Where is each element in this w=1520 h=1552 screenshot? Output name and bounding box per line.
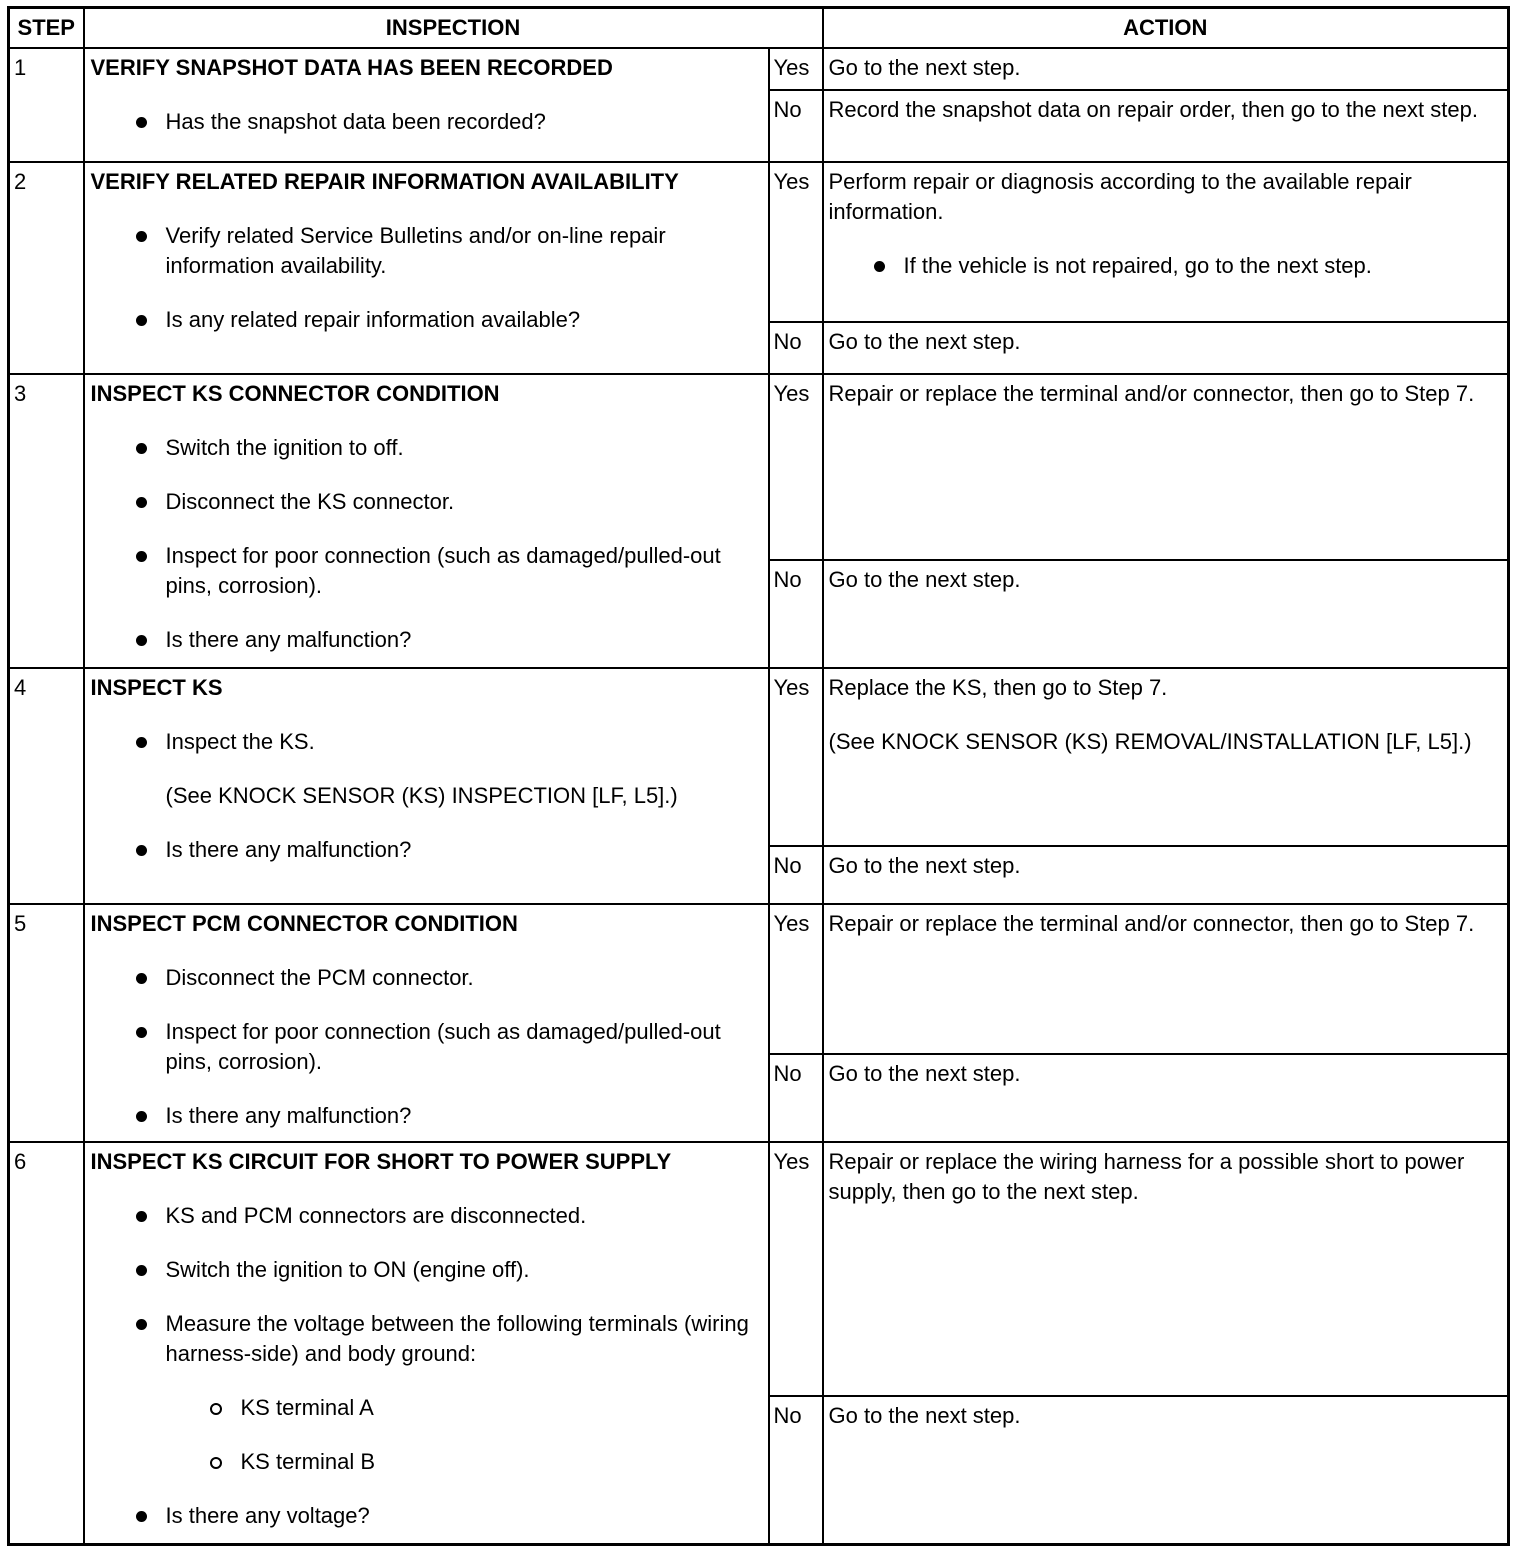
inspection-title: INSPECT KS CONNECTOR CONDITION [90, 381, 500, 407]
inspection-subbullet: KS terminal A [91, 1393, 760, 1423]
no-action [823, 1396, 1509, 1544]
inspection-bullet: Is there any voltage? [91, 1501, 760, 1531]
inspection-bullet: Has the snapshot data been recorded? [91, 107, 760, 137]
action-bullet: If the vehicle is not repaired, go to the next step. [829, 251, 1500, 281]
yes-label: Yes [769, 374, 823, 560]
no-action [823, 90, 1509, 162]
inspection-title: INSPECT PCM CONNECTOR CONDITION [90, 911, 518, 937]
inspection-bullet: Disconnect the PCM connector. [91, 963, 760, 993]
yes-label: Yes [769, 162, 823, 322]
inspection-cell [84, 374, 769, 668]
yes-label: Yes [769, 668, 823, 846]
step-number: 4 [9, 668, 84, 904]
step-number: 1 [9, 48, 84, 162]
header-action: ACTION [823, 8, 1509, 49]
no-label: No [769, 560, 823, 668]
step-number: 5 [9, 904, 84, 1142]
inspection-title: VERIFY SNAPSHOT DATA HAS BEEN RECORDED [90, 55, 613, 80]
step-number: 3 [9, 374, 84, 668]
inspection-bullet: Switch the ignition to ON (engine off). [91, 1255, 760, 1285]
inspection-bullet: Inspect for poor connection (such as damaged/pulled-out pins, corrosion). [91, 1017, 760, 1077]
inspection-bullet: Is there any malfunction? [91, 835, 760, 865]
no-label: No [769, 90, 823, 162]
step-4-yes-row [9, 668, 1509, 846]
action-text: Go to the next step. [828, 1061, 1021, 1087]
action-text: Go to the next step. [828, 55, 1021, 80]
yes-label: Yes [769, 1142, 823, 1396]
no-action [823, 846, 1509, 904]
step-6-yes-row [9, 1142, 1509, 1396]
inspection-note: (See KNOCK SENSOR (KS) INSPECTION [LF, L5].) [165, 783, 678, 809]
action-text: Repair or replace the terminal and/or connector, then go to Step 7. [828, 911, 1475, 937]
no-label: No [769, 1396, 823, 1544]
yes-action [823, 1142, 1509, 1396]
action-note: (See KNOCK SENSOR (KS) REMOVAL/INSTALLATION [LF, L5].) [828, 729, 1472, 755]
action-text: Repair or replace the wiring harness for a possible short to power supply, then go to the next step. [828, 1149, 1465, 1205]
action-text: Go to the next step. [828, 329, 1021, 355]
yes-action [823, 48, 1509, 90]
inspection-bullet: Is there any malfunction? [91, 1101, 760, 1131]
yes-action [823, 668, 1509, 846]
yes-action [823, 374, 1509, 560]
inspection-bullet: Verify related Service Bulletins and/or on-line repair information availability. [91, 221, 760, 281]
inspection-bullet: KS and PCM connectors are disconnected. [91, 1201, 760, 1231]
yes-action [823, 904, 1509, 1054]
yes-label: Yes [769, 48, 823, 90]
action-text: Go to the next step. [828, 1403, 1021, 1429]
inspection-cell [84, 904, 769, 1142]
inspection-subbullet: KS terminal B [91, 1447, 760, 1477]
step-3-yes-row [9, 374, 1509, 560]
step-number: 2 [9, 162, 84, 374]
no-label: No [769, 846, 823, 904]
header-row [9, 8, 1509, 49]
step-5-yes-row [9, 904, 1509, 1054]
inspection-cell [84, 1142, 769, 1544]
inspection-bullet: Inspect the KS. [91, 727, 760, 757]
yes-label: Yes [769, 904, 823, 1054]
inspection-title: INSPECT KS CIRCUIT FOR SHORT TO POWER SUPPLY [90, 1149, 672, 1175]
action-text: Replace the KS, then go to Step 7. [828, 675, 1168, 701]
inspection-bullet: Is any related repair information available? [91, 305, 760, 335]
inspection-title: INSPECT KS [90, 675, 223, 701]
inspection-bullet: Is there any malfunction? [91, 625, 760, 655]
no-action [823, 1054, 1509, 1142]
yes-action [823, 162, 1509, 322]
header-step: STEP [9, 8, 84, 49]
action-text: Perform repair or diagnosis according to the available repair information. [828, 169, 1412, 225]
step-1-yes-row [9, 48, 1509, 90]
step-number: 6 [9, 1142, 84, 1544]
action-text: Go to the next step. [828, 853, 1021, 879]
inspection-bullet: Switch the ignition to off. [91, 433, 760, 463]
inspection-bullet: Inspect for poor connection (such as damaged/pulled-out pins, corrosion). [91, 541, 760, 601]
diagnostic-table [7, 6, 1510, 1546]
header-inspection: INSPECTION [84, 8, 823, 49]
step-2-yes-row [9, 162, 1509, 322]
no-action [823, 322, 1509, 374]
no-label: No [769, 322, 823, 374]
action-text: Repair or replace the terminal and/or connector, then go to Step 7. [828, 381, 1475, 407]
inspection-cell [84, 48, 769, 162]
inspection-cell [84, 668, 769, 904]
inspection-bullet: Measure the voltage between the following terminals (wiring harness-side) and body ground: [91, 1309, 760, 1369]
inspection-title: VERIFY RELATED REPAIR INFORMATION AVAILABILITY [90, 169, 679, 195]
action-text: Go to the next step. [828, 567, 1021, 593]
inspection-bullet: Disconnect the KS connector. [91, 487, 760, 517]
no-label: No [769, 1054, 823, 1142]
inspection-cell [84, 162, 769, 374]
action-text: Record the snapshot data on repair order, then go to the next step. [828, 97, 1478, 122]
no-action [823, 560, 1509, 668]
